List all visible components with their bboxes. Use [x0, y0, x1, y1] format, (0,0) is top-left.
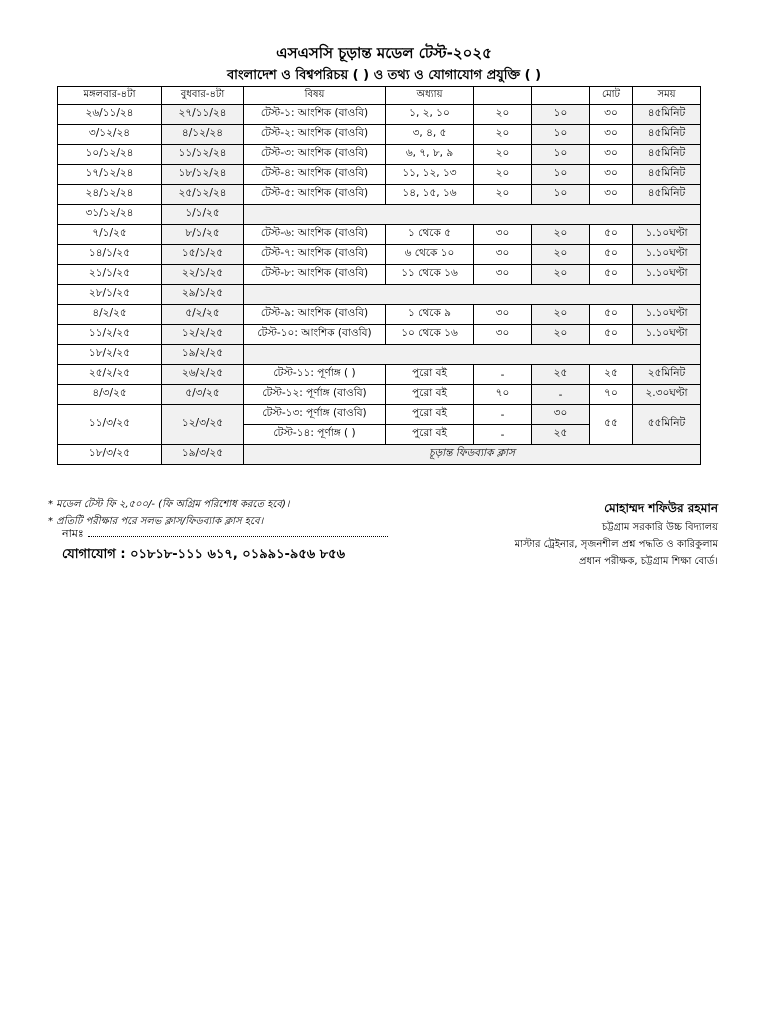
column-header: বুধবার-৪টা [162, 87, 244, 105]
table-cell: ১ থেকে ৯ [386, 305, 474, 325]
table-cell: ১.১০ঘণ্টা [633, 325, 701, 345]
contact-info: যোগাযোগ : ০১৮১৮-১১১ ৬১৭, ০১৯৯১-৯৫৬ ৮৫৬ [62, 547, 346, 562]
page-subtitle: বাংলাদেশ ও বিশ্বপরিচয় ( ) ও তথ্য ও যোগাযোগ প্রযুক্তি ( ) [226, 68, 542, 83]
table-cell: ২.৩০ঘণ্টা [633, 385, 701, 405]
table-cell: - [474, 405, 532, 425]
table-cell: ৩, ৪, ৫ [386, 125, 474, 145]
table-body [58, 105, 701, 465]
signatory-name: মোহাম্মদ শফিউর রহমান [604, 501, 718, 515]
table-cell: ১০ [532, 165, 590, 185]
column-header: অধ্যায় [386, 87, 474, 105]
table-cell: টেস্ট-১৩: পূর্ণাঙ্গ (বাওবি) [244, 405, 386, 425]
total-cell: ৫৫ [590, 405, 633, 445]
table-cell: ৩০ [474, 325, 532, 345]
name-line [62, 525, 388, 544]
table-cell: ৫০ [590, 225, 633, 245]
table-cell: ২৫ [532, 425, 590, 445]
table-cell: ২০ [474, 105, 532, 125]
date-cell: ১৮/১২/২৪ [162, 165, 244, 185]
table-cell: ১০ [532, 185, 590, 205]
date-cell: ২৮/১/২৫ [58, 285, 162, 305]
column-header: মোট [590, 87, 633, 105]
table-row [58, 385, 701, 405]
table-cell: ৪৫মিনিট [633, 165, 701, 185]
table-cell: টেস্ট-৬: আংশিক (বাওবি) [244, 225, 386, 245]
table-cell: ১ থেকে ৫ [386, 225, 474, 245]
date-cell: ২৫/১২/২৪ [162, 185, 244, 205]
table-row [58, 145, 701, 165]
table-cell: - [532, 385, 590, 405]
table-cell: ১, ২, ১০ [386, 105, 474, 125]
page-title: এসএসসি চূড়ান্ত মডেল টেস্ট-২০২৫ [276, 44, 492, 62]
table-cell: টেস্ট-১১: পূর্ণাঙ্গ ( ) [244, 365, 386, 385]
schedule-table [57, 86, 701, 465]
table-cell: ৪৫মিনিট [633, 145, 701, 165]
date-cell: ১২/২/২৫ [162, 325, 244, 345]
table-row [58, 185, 701, 205]
table-cell: ২০ [474, 185, 532, 205]
table-cell: ৪৫মিনিট [633, 125, 701, 145]
date-cell: ৩/১২/২৪ [58, 125, 162, 145]
table-cell: ২০ [532, 245, 590, 265]
table-cell: ২০ [532, 265, 590, 285]
table-cell: ১.১০ঘণ্টা [633, 225, 701, 245]
name-label: নামঃ [62, 527, 84, 540]
table-header-row [58, 87, 701, 105]
date-cell: ১২/৩/২৫ [162, 405, 244, 445]
signatory-school: চট্টগ্রাম সরকারি উচ্চ বিদ্যালয় [601, 522, 718, 533]
table-cell: ১.১০ঘণ্টা [633, 305, 701, 325]
date-cell: ২১/১/২৫ [58, 265, 162, 285]
table-row [58, 205, 701, 225]
table-cell: ২০ [474, 165, 532, 185]
date-cell: ১৫/১/২৫ [162, 245, 244, 265]
table-row [58, 125, 701, 145]
table-cell: ৩০ [474, 225, 532, 245]
table-row [58, 405, 701, 425]
column-header: মঙ্গলবার-৪টা [58, 87, 162, 105]
date-cell: ১৯/৩/২৫ [162, 445, 244, 465]
name-blank-line [88, 528, 388, 537]
date-cell: ৫/২/২৫ [162, 305, 244, 325]
table-cell: - [474, 365, 532, 385]
table-cell: পুরো বই [386, 385, 474, 405]
table-cell: ৩০ [474, 245, 532, 265]
table-cell: ৩০ [474, 305, 532, 325]
table-cell: টেস্ট-১২: পূর্ণাঙ্গ (বাওবি) [244, 385, 386, 405]
table-cell: ১.১০ঘণ্টা [633, 245, 701, 265]
table-cell: টেস্ট-৭: আংশিক (বাওবি) [244, 245, 386, 265]
class-note: * প্রতিটি পরীক্ষার পরে সলভ ক্লাস/ফিডব্যাক ক্লাস হবে। [48, 516, 264, 527]
table-row [58, 245, 701, 265]
feedback-class-cell: চূড়ান্ত ফিডব্যাক ক্লাস [244, 445, 701, 465]
table-cell: ১১, ১২, ১৩ [386, 165, 474, 185]
date-cell: ৫/৩/২৫ [162, 385, 244, 405]
table-cell: ৬ থেকে ১০ [386, 245, 474, 265]
table-cell: ৪৫মিনিট [633, 185, 701, 205]
table-cell: টেস্ট-৪: আংশিক (বাওবি) [244, 165, 386, 185]
table-cell: ৪৫মিনিট [633, 105, 701, 125]
table-cell: টেস্ট-৮: আংশিক (বাওবি) [244, 265, 386, 285]
date-cell: ২৯/১/২৫ [162, 285, 244, 305]
table-cell: ২৫মিনিট [633, 365, 701, 385]
table-row [58, 325, 701, 345]
table-cell: ৩০ [590, 185, 633, 205]
date-cell: ১৮/২/২৫ [58, 345, 162, 365]
table-cell: পুরো বই [386, 405, 474, 425]
table-row [58, 345, 701, 365]
table-cell: ৩০ [590, 145, 633, 165]
break-cell [244, 285, 701, 305]
table-row [58, 445, 701, 465]
table-cell: ৩০ [590, 125, 633, 145]
table-cell: ৫০ [590, 325, 633, 345]
date-cell: ৭/১/২৫ [58, 225, 162, 245]
signatory-examiner: প্রধান পরীক্ষক, চট্টগ্রাম শিক্ষা বোর্ড। [579, 556, 718, 567]
date-cell: ৩১/১২/২৪ [58, 205, 162, 225]
date-cell: ২২/১/২৫ [162, 265, 244, 285]
break-cell [244, 205, 701, 225]
date-cell: ৮/১/২৫ [162, 225, 244, 245]
date-cell: ৪/১২/২৪ [162, 125, 244, 145]
table-cell: ২৫ [532, 365, 590, 385]
signatory-role: মাস্টার ট্রেইনার, সৃজনশীল প্রশ্ন পদ্ধতি ও কারিকুলাম [514, 539, 718, 550]
table-cell: ২০ [532, 305, 590, 325]
date-cell: ১৯/২/২৫ [162, 345, 244, 365]
table-cell: টেস্ট-১০: আংশিক (বাওবি) [244, 325, 386, 345]
table-cell: ৩০ [590, 105, 633, 125]
table-cell: ২০ [474, 125, 532, 145]
time-cell: ৫৫মিনিট [633, 405, 701, 445]
table-cell: টেস্ট-৯: আংশিক (বাওবি) [244, 305, 386, 325]
table-row [58, 265, 701, 285]
table-row [58, 225, 701, 245]
date-cell: ১১/৩/২৫ [58, 405, 162, 445]
date-cell: ৪/৩/২৫ [58, 385, 162, 405]
date-cell: ২৬/২/২৫ [162, 365, 244, 385]
table-cell: ২০ [532, 225, 590, 245]
table-cell: টেস্ট-১: আংশিক (বাওবি) [244, 105, 386, 125]
date-cell: ৪/২/২৫ [58, 305, 162, 325]
column-header: সময় [633, 87, 701, 105]
date-cell: ২৬/১১/২৪ [58, 105, 162, 125]
date-cell: ২৫/২/২৫ [58, 365, 162, 385]
table-cell: ৬, ৭, ৮, ৯ [386, 145, 474, 165]
date-cell: ২৭/১১/২৪ [162, 105, 244, 125]
table-cell: পুরো বই [386, 365, 474, 385]
table-cell: ৫০ [590, 265, 633, 285]
date-cell: ১০/১২/২৪ [58, 145, 162, 165]
column-header [532, 87, 590, 105]
table-cell: - [474, 425, 532, 445]
date-cell: ১৭/১২/২৪ [58, 165, 162, 185]
table-row [58, 365, 701, 385]
table-cell: ১.১০ঘণ্টা [633, 265, 701, 285]
table-row [58, 105, 701, 125]
date-cell: ১/১/২৫ [162, 205, 244, 225]
table-row [58, 285, 701, 305]
column-header: বিষয় [244, 87, 386, 105]
break-cell [244, 345, 701, 365]
table-cell: ৫০ [590, 245, 633, 265]
table-cell: ১০ [532, 105, 590, 125]
table-row [58, 305, 701, 325]
table-cell: ১১ থেকে ১৬ [386, 265, 474, 285]
table-cell: ৩০ [532, 405, 590, 425]
fee-note: * মডেল টেস্ট ফি ২,৫০০/- (ফি অগ্রিম পরিশোধ করতে হবে)। [48, 499, 290, 510]
table-cell: ১০ [532, 145, 590, 165]
table-cell: টেস্ট-৫: আংশিক (বাওবি) [244, 185, 386, 205]
table-cell: ২৫ [590, 365, 633, 385]
date-cell: ১৮/৩/২৫ [58, 445, 162, 465]
table-cell: ৭০ [590, 385, 633, 405]
table-cell: ৩০ [474, 265, 532, 285]
table-cell: ২০ [474, 145, 532, 165]
table-cell: ১০ [532, 125, 590, 145]
date-cell: ২৪/১২/২৪ [58, 185, 162, 205]
table-cell: ৫০ [590, 305, 633, 325]
table-cell: টেস্ট-৩: আংশিক (বাওবি) [244, 145, 386, 165]
table-cell: টেস্ট-১৪: পূর্ণাঙ্গ ( ) [244, 425, 386, 445]
table-cell: ১০ থেকে ১৬ [386, 325, 474, 345]
date-cell: ১১/২/২৫ [58, 325, 162, 345]
column-header [474, 87, 532, 105]
table-cell: টেস্ট-২: আংশিক (বাওবি) [244, 125, 386, 145]
date-cell: ১১/১২/২৪ [162, 145, 244, 165]
table-cell: পুরো বই [386, 425, 474, 445]
table-row [58, 165, 701, 185]
table-cell: ২০ [532, 325, 590, 345]
table-cell: ১৪, ১৫, ১৬ [386, 185, 474, 205]
table-cell: ৩০ [590, 165, 633, 185]
date-cell: ১৪/১/২৫ [58, 245, 162, 265]
table-cell: ৭০ [474, 385, 532, 405]
